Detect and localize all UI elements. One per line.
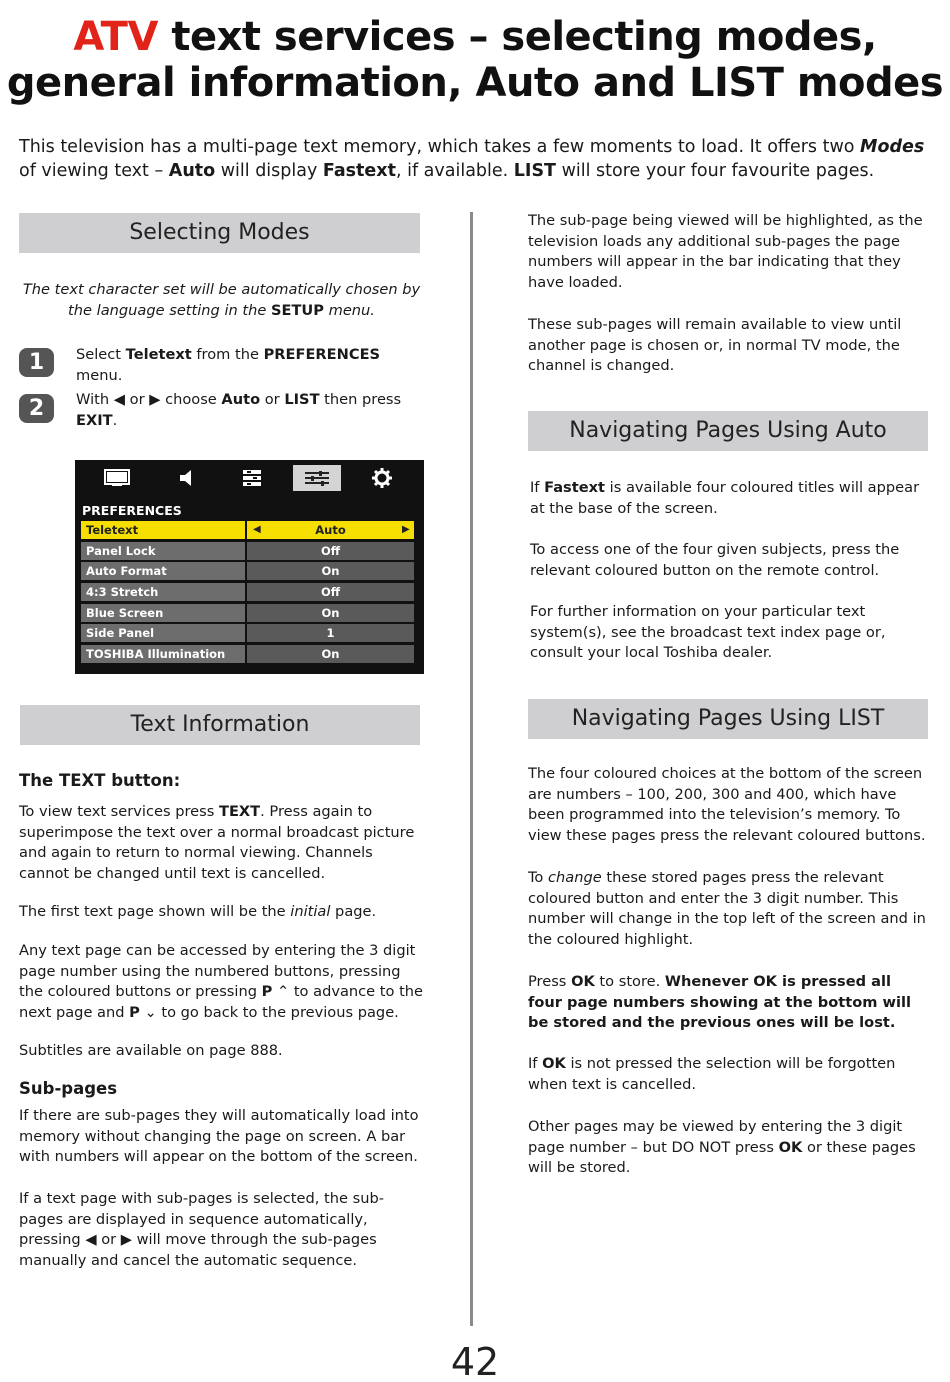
step-bold: PREFERENCES — [263, 346, 381, 363]
intro-bold: Modes — [860, 137, 925, 157]
section-heading-navigating-list: Navigating Pages Using LIST — [528, 699, 928, 739]
intro-text: of viewing text – — [19, 161, 169, 181]
menu-row-label: Teletext — [81, 521, 245, 539]
title-line1: text services – selecting modes, — [157, 14, 877, 60]
paragraph-bold: TEXT — [218, 803, 261, 820]
paragraph-bold: OK — [571, 973, 595, 990]
intro-text: will store your four favourite pages. — [556, 161, 875, 181]
list-paragraph-5 — [528, 1117, 930, 1179]
text-info-paragraph-3 — [19, 941, 424, 1023]
paragraph-text: If — [528, 1055, 543, 1072]
gear-icon[interactable] — [358, 465, 406, 491]
page-title — [0, 14, 950, 106]
step-text: then press — [319, 391, 402, 408]
intro-bold: Fastext — [322, 161, 396, 181]
text-info-paragraph-4: Subtitles are available on page 888. — [19, 1042, 283, 1059]
step-text: Select — [76, 346, 126, 363]
section-heading-selecting-modes: Selecting Modes — [19, 213, 420, 253]
step-bold: LIST — [284, 391, 320, 408]
paragraph-text: The first text page shown will be the — [19, 903, 291, 920]
sound-icon[interactable] — [163, 465, 211, 491]
step-text: from the — [191, 346, 264, 363]
intro-paragraph — [19, 135, 934, 183]
preferences-menu — [75, 460, 424, 674]
paragraph-italic: change — [548, 869, 602, 886]
menu-row-teletext[interactable] — [81, 521, 414, 539]
heading-text: button: — [105, 771, 181, 790]
note-text: menu. — [323, 301, 375, 319]
menu-row-value: 1 — [247, 624, 414, 642]
menu-row-value: On — [247, 645, 414, 663]
subpages-paragraph-1: If there are sub-pages they will automatically load into memory without changing the page on screen. A bar with numbers will appear on the bottom of the screen. — [19, 1107, 419, 1166]
menu-row-value: Off — [247, 583, 414, 601]
menu-row-label: Auto Format — [81, 562, 245, 580]
text-button-heading — [19, 771, 180, 790]
step-1-text — [76, 345, 421, 386]
heading-text: TEXT — [58, 771, 106, 790]
intro-bold: LIST — [513, 161, 556, 181]
paragraph-text: Press — [528, 973, 572, 990]
step-text: . — [112, 411, 118, 429]
paragraph-text: to store. — [594, 973, 665, 990]
paragraph-bold: OK — [542, 1055, 566, 1072]
auto-paragraph-1 — [530, 478, 930, 519]
preferences-icon[interactable] — [293, 465, 341, 491]
intro-text: This television has a multi-page text memory, which takes a few moments to load. It offers two — [19, 137, 861, 157]
text-info-paragraph-1 — [19, 802, 424, 884]
paragraph-bold: P — [129, 1003, 140, 1021]
menu-row-value: Off — [247, 542, 414, 560]
list-paragraph-3 — [528, 972, 930, 1034]
paragraph-bold: Whenever OK is pressed all four page numbers showing at the bottom will be stored and the previous ones will be lost. — [528, 973, 912, 1032]
menu-row-side-panel[interactable] — [81, 624, 414, 642]
menu-row-illumination[interactable] — [81, 645, 414, 663]
paragraph-italic: initial — [290, 903, 331, 920]
menu-row-label: Side Panel — [81, 624, 245, 642]
step-2-text — [76, 390, 421, 431]
setup-icon[interactable] — [228, 465, 276, 491]
intro-text: , if available. — [395, 161, 514, 181]
auto-paragraph-3: For further information on your particular text system(s), see the broadcast text index page or, consult your local Toshiba dealer. — [530, 603, 886, 662]
paragraph-text: is available four coloured titles will appear at the base of the screen. — [530, 479, 920, 517]
menu-row-label: TOSHIBA Illumination — [81, 645, 245, 663]
note-bold: SETUP — [270, 301, 324, 319]
step-text: With ◀ or ▶ choose — [76, 391, 222, 408]
menu-row-blue-screen[interactable] — [81, 604, 414, 622]
step-1-badge: 1 — [19, 348, 54, 377]
heading-text: The — [19, 771, 59, 790]
picture-icon[interactable] — [93, 465, 141, 491]
step-bold: Auto — [221, 391, 261, 408]
right-paragraph-1: The sub-page being viewed will be highlighted, as the television loads any additional sub-pages the page numbers will appear in the bar indicating that they have loaded. — [528, 212, 923, 291]
menu-row-auto-format[interactable] — [81, 562, 414, 580]
paragraph-bold: P — [261, 983, 273, 1001]
auto-paragraph-2: To access one of the four given subjects, press the relevant coloured button on the remote control. — [530, 541, 900, 579]
step-bold: EXIT — [76, 411, 113, 429]
text-info-paragraph-2 — [19, 902, 424, 923]
list-paragraph-1: The four coloured choices at the bottom of the screen are numbers – 100, 200, 300 and 400, which have been programmed into the television’s memory. To view these pages press the relevant coloured buttons. — [528, 765, 926, 844]
paragraph-text: To view text services press — [19, 803, 219, 820]
paragraph-text: If — [530, 479, 545, 496]
arrow-right-icon[interactable]: ▶ — [402, 524, 410, 535]
step-text: or — [260, 391, 285, 408]
column-divider — [470, 212, 473, 1326]
paragraph-bold: Fastext — [544, 479, 606, 496]
step-2-badge: 2 — [19, 394, 54, 423]
paragraph-text: Other pages may be viewed by entering the 3 digit page number – but DO NOT press — [528, 1118, 903, 1156]
paragraph-text: page. — [330, 903, 377, 920]
intro-text: will display — [215, 161, 323, 181]
menu-row-panel-lock[interactable] — [81, 542, 414, 560]
intro-bold: Auto — [168, 161, 216, 181]
menu-row-value: Auto — [247, 521, 414, 539]
step-bold: Teletext — [125, 346, 192, 363]
menu-row-value: On — [247, 562, 414, 580]
paragraph-text: ⌄ to go back to the previous page. — [139, 1003, 399, 1021]
paragraph-text: Any text page can be accessed by entering the 3 digit page number using the numbered buttons, pressing the coloured buttons or pressing — [19, 942, 416, 1001]
paragraph-text: . Press again to superimpose the text over a normal broadcast picture and again to return to normal viewing. Channels cannot be changed until text is cancelled. — [19, 803, 415, 882]
paragraph-text: To — [528, 869, 549, 886]
paragraph-bold: OK — [778, 1138, 803, 1156]
menu-row-label: Panel Lock — [81, 542, 245, 560]
right-paragraph-2: These sub-pages will remain available to view until another page is chosen or, in normal TV mode, the channel is changed. — [528, 316, 902, 375]
section-heading-text-information: Text Information — [20, 705, 420, 745]
menu-row-value: On — [247, 604, 414, 622]
menu-heading: PREFERENCES — [82, 503, 182, 518]
paragraph-text: is not pressed the selection will be forgotten when text is cancelled. — [528, 1055, 896, 1093]
page-number: 42 — [450, 1340, 500, 1382]
subpages-paragraph-2: If a text page with sub-pages is selected, the sub-pages are displayed in sequence automatically, pressing ◀ or ▶ will move through the sub-pages manually and cancel the automatic sequence. — [19, 1190, 385, 1269]
paragraph-text: these stored pages press the relevant coloured button and enter the 3 digit number. This number will change in the top left of the screen and in the coloured highlight. — [528, 869, 926, 948]
menu-icon-bar — [75, 460, 424, 498]
arrow-left-icon[interactable]: ◀ — [253, 524, 261, 535]
menu-row-stretch[interactable] — [81, 583, 414, 601]
step-text: menu. — [76, 366, 123, 384]
note-text: The text character set will be automatically chosen by the language setting in the — [22, 281, 421, 319]
charset-note — [19, 280, 424, 321]
menu-row-label: Blue Screen — [81, 604, 245, 622]
title-line2: general information, Auto and LIST modes — [6, 60, 944, 106]
section-heading-navigating-auto: Navigating Pages Using Auto — [528, 411, 928, 451]
paragraph-text: ⌃ to advance to the next page and — [19, 983, 424, 1021]
list-paragraph-2 — [528, 868, 930, 950]
title-accent: ATV — [73, 14, 158, 60]
menu-row-label: 4:3 Stretch — [81, 583, 245, 601]
list-paragraph-4 — [528, 1054, 930, 1095]
subpages-heading: Sub-pages — [19, 1079, 118, 1098]
paragraph-text: or these pages will be stored. — [528, 1138, 916, 1177]
